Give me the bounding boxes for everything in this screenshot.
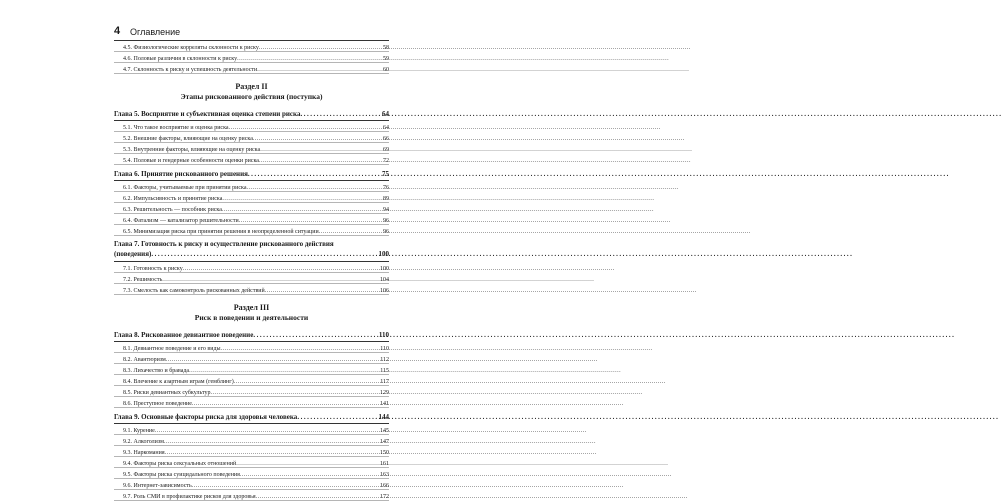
toc-entry[interactable] — [114, 52, 389, 63]
toc-entry[interactable] — [114, 457, 389, 468]
dot-leader — [297, 412, 378, 422]
toc-entry[interactable] — [114, 262, 389, 273]
toc-entry[interactable] — [114, 214, 389, 225]
toc-entry[interactable] — [114, 192, 389, 203]
entry-page-number: 145 — [380, 428, 389, 434]
chapter-page-number: 110 — [378, 331, 389, 339]
toc-entry[interactable] — [114, 435, 389, 446]
entry-page-number: 161 — [380, 461, 389, 467]
section-number: Раздел III — [233, 303, 270, 312]
running-title: Оглавление — [130, 27, 181, 37]
toc-chapter[interactable] — [114, 326, 389, 342]
toc-entry[interactable] — [114, 181, 389, 192]
entry-title: 8.2. Авантюризм — [123, 357, 166, 363]
toc-entry[interactable] — [114, 364, 389, 375]
chapter-title: Глава 9. Основные факторы риска для здоровья человека — [114, 413, 298, 421]
entry-page-number: 112 — [380, 357, 389, 363]
entry-page-number: 69 — [383, 147, 389, 153]
toc-entry[interactable] — [114, 273, 389, 284]
book-page — [0, 0, 500, 500]
dot-leader — [192, 482, 380, 490]
chapter-title-line: Глава 7. Готовность к риску и осуществление рискованного действия — [114, 240, 334, 248]
dot-leader — [247, 184, 384, 192]
entry-title: 9.1. Курение — [123, 428, 155, 434]
entry-title: 8.5. Риски девиантных субкультур — [123, 390, 211, 396]
dot-leader — [259, 44, 383, 52]
entry-title: 6.5. Минимизация риска при принятии решения в неопределенной ситуации — [123, 229, 319, 235]
dot-leader — [189, 367, 380, 375]
running-head — [114, 24, 389, 41]
dot-leader — [260, 146, 383, 154]
entry-page-number: 89 — [383, 196, 389, 202]
dot-leader — [237, 55, 383, 63]
dot-leader — [165, 449, 380, 457]
chapter-title: Глава 8. Рискованное девиантное поведение — [114, 331, 254, 339]
toc-entry[interactable] — [114, 132, 389, 143]
entry-page-number: 163 — [380, 472, 389, 478]
dot-leader — [257, 66, 383, 74]
dot-leader — [222, 206, 383, 214]
entry-page-number: 58 — [383, 45, 389, 51]
entry-page-number: 141 — [380, 401, 389, 407]
page-number: 4 — [114, 25, 121, 37]
entry-page-number: 72 — [383, 158, 389, 164]
dot-leader — [239, 217, 383, 225]
entry-title: 5.4. Половые и гендерные особенности оценки риска — [123, 158, 259, 164]
entry-title: 8.3. Лихачество и бравада — [123, 368, 190, 374]
chapter-title-continuation: (поведения) — [114, 250, 152, 258]
toc-entry[interactable] — [114, 154, 389, 165]
dot-leader — [265, 287, 380, 295]
dot-leader — [256, 493, 380, 501]
dot-leader — [155, 427, 380, 435]
dot-leader — [211, 389, 380, 397]
chapter-title: Глава 5. Восприятие и субъективная оценка степени риска — [114, 110, 301, 118]
entry-title: 8.4. Влечение к азартным играм (гемблинг) — [123, 379, 234, 385]
chapter-page-number: 75 — [382, 170, 389, 178]
section-title: Риск в поведении и деятельности — [194, 313, 309, 322]
entry-page-number: 150 — [380, 450, 389, 456]
entry-page-number: 104 — [380, 277, 389, 283]
toc-entry[interactable] — [114, 41, 389, 52]
entry-title: 5.2. Внешние факторы, влияющие на оценку риска — [123, 136, 253, 142]
toc-entry[interactable] — [114, 284, 389, 295]
entry-title: 9.3. Наркомания — [123, 450, 165, 456]
dot-leader — [240, 471, 380, 479]
entry-page-number: 60 — [383, 67, 389, 73]
toc-entry[interactable] — [114, 386, 389, 397]
entry-page-number: 172 — [380, 494, 389, 500]
entry-title: 6.1. Факторы, учитываемые при принятии риска — [123, 185, 247, 191]
entry-page-number: 100 — [380, 266, 389, 272]
chapter-page-number: 64 — [382, 110, 389, 118]
dot-leader — [236, 460, 380, 468]
dot-leader — [221, 345, 381, 353]
toc-entry[interactable] — [114, 468, 389, 479]
entry-page-number: 147 — [380, 439, 389, 445]
entry-page-number: 110 — [380, 346, 389, 352]
toc-entry[interactable] — [114, 397, 389, 408]
chapter-page-number: 144 — [378, 413, 389, 421]
entry-page-number: 64 — [383, 125, 389, 131]
dot-leader — [192, 400, 380, 408]
entry-page-number: 115 — [380, 368, 389, 374]
dot-leader — [300, 109, 382, 119]
entry-page-number: 94 — [383, 207, 389, 213]
entry-title: 9.4. Факторы риска сексуальных отношений — [123, 461, 237, 467]
entry-title: 5.1. Что такое восприятие и оценка риска — [123, 125, 229, 131]
section-heading — [114, 295, 389, 326]
toc-entry[interactable] — [114, 353, 389, 364]
entry-page-number: 76 — [383, 185, 389, 191]
entry-title: 8.1. Девиантное поведение и его виды — [123, 346, 221, 352]
entry-title: 4.7. Склонность к риску и успешность деятельности — [123, 67, 258, 73]
dot-leader — [164, 438, 380, 446]
entry-page-number: 129 — [380, 390, 389, 396]
entry-page-number: 166 — [380, 483, 389, 489]
dot-leader — [253, 330, 379, 340]
toc-entry[interactable] — [114, 143, 389, 154]
dot-leader — [253, 135, 383, 143]
toc-entry[interactable] — [114, 63, 389, 74]
entry-title: 6.3. Решительность — пособник риска — [123, 207, 222, 213]
entry-page-number: 96 — [383, 218, 389, 224]
entry-page-number: 106 — [380, 288, 389, 294]
entry-title: 9.5. Факторы риска суицидального поведения — [123, 472, 240, 478]
entry-title: 8.6. Преступное поведение — [123, 401, 192, 407]
toc-entry[interactable] — [114, 446, 389, 457]
toc-entry[interactable] — [114, 121, 389, 132]
section-number: Раздел II — [235, 82, 268, 91]
dot-leader — [319, 228, 383, 236]
chapter-page-number: 100 — [378, 250, 389, 258]
entry-page-number: 117 — [380, 379, 389, 385]
dot-leader — [248, 169, 382, 179]
toc-chapter[interactable] — [114, 408, 389, 424]
entry-title: 9.7. Роль СМИ в профилактике рисков для здоровья — [123, 494, 256, 500]
toc-entry[interactable] — [114, 479, 389, 490]
table-of-contents — [114, 41, 389, 501]
entry-title: 5.3. Внутренние факторы, влияющие на оценку риска — [123, 147, 261, 153]
toc-chapter[interactable] — [114, 105, 389, 121]
dot-leader — [183, 265, 380, 273]
section-title: Этапы рискованного действия (поступка) — [180, 92, 323, 101]
toc-chapter[interactable] — [114, 236, 389, 262]
entry-title: 7.2. Решимость — [123, 277, 163, 283]
dot-leader — [229, 124, 383, 132]
toc-entry[interactable] — [114, 424, 389, 435]
entry-title: 4.5. Физиологические корреляты склонности к риску — [123, 45, 259, 51]
entry-page-number: 66 — [383, 136, 389, 142]
entry-page-number: 96 — [383, 229, 389, 235]
entry-title: 9.6. Интернет-зависимость — [123, 483, 192, 489]
dot-leader — [166, 356, 380, 364]
toc-entry[interactable] — [114, 203, 389, 214]
entry-title: 6.2. Импульсивность и принятие риска — [123, 196, 223, 202]
toc-entry[interactable] — [114, 490, 389, 501]
dot-leader — [259, 157, 383, 165]
toc-entry[interactable] — [114, 375, 389, 386]
chapter-title: Глава 6. Принятие рискованного решения — [114, 170, 248, 178]
entry-title: 4.6. Половые различия в склонности к риску — [123, 56, 238, 62]
toc-chapter[interactable] — [114, 165, 389, 181]
toc-entry[interactable] — [114, 342, 389, 353]
section-heading — [114, 74, 389, 105]
entry-title: 9.2. Алкоголизм — [123, 439, 164, 445]
dot-leader — [162, 276, 380, 284]
toc-entry[interactable] — [114, 225, 389, 236]
entry-title: 7.1. Готовность к риску — [123, 266, 183, 272]
dot-leader — [151, 249, 378, 259]
dot-leader — [234, 378, 381, 386]
dot-leader — [222, 195, 383, 203]
entry-title: 7.3. Смелость как самоконтроль рискованных действий — [123, 288, 265, 294]
entry-title: 6.4. Фатализм — катализатор решительности — [123, 218, 239, 224]
entry-page-number: 59 — [383, 56, 389, 62]
